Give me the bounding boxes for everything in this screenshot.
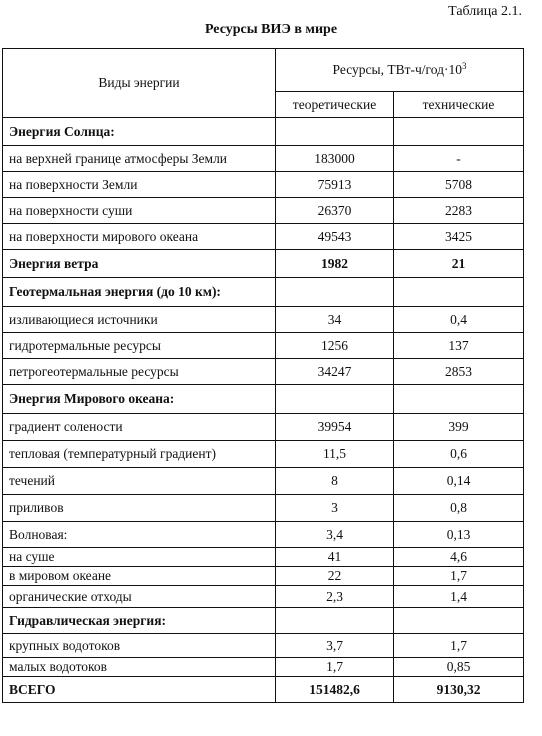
row-theoretical: 3,4 — [276, 522, 394, 548]
row-theoretical: 39954 — [276, 414, 394, 441]
row-label: Энергия Мирового океана: — [3, 385, 276, 414]
table-row — [3, 224, 524, 250]
row-technical: - — [394, 146, 524, 172]
row-label: малых водотоков — [3, 658, 276, 677]
resources-table — [2, 48, 524, 703]
row-label: Энергия ветра — [3, 250, 276, 278]
table-row — [3, 468, 524, 495]
row-theoretical: 8 — [276, 468, 394, 495]
row-label: тепловая (температурный градиент) — [3, 441, 276, 468]
table-row — [3, 307, 524, 333]
row-theoretical — [276, 385, 394, 414]
table-row — [3, 495, 524, 522]
header-energy-types: Виды энергии — [3, 49, 276, 118]
total-row — [3, 677, 524, 703]
table-row — [3, 359, 524, 385]
row-label: Гидравлическая энергия: — [3, 608, 276, 634]
row-label: течений — [3, 468, 276, 495]
row-theoretical: 183000 — [276, 146, 394, 172]
row-theoretical — [276, 118, 394, 146]
row-label: Энергия Солнца: — [3, 118, 276, 146]
row-technical: 2853 — [394, 359, 524, 385]
row-technical: 1,7 — [394, 634, 524, 658]
row-theoretical: 2,3 — [276, 586, 394, 608]
row-label: ВСЕГО — [3, 677, 276, 703]
row-label: в мировом океане — [3, 567, 276, 586]
row-label: Волновая: — [3, 522, 276, 548]
row-technical — [394, 608, 524, 634]
row-technical: 0,13 — [394, 522, 524, 548]
table-title: Ресурсы ВИЭ в мире — [204, 22, 338, 37]
row-theoretical: 26370 — [276, 198, 394, 224]
row-label: на поверхности мирового океана — [3, 224, 276, 250]
row-label: гидротермальные ресурсы — [3, 333, 276, 359]
row-theoretical: 34 — [276, 307, 394, 333]
row-theoretical: 3 — [276, 495, 394, 522]
section-row-solar — [3, 118, 524, 146]
table-row — [3, 586, 524, 608]
row-technical: 399 — [394, 414, 524, 441]
row-technical: 0,6 — [394, 441, 524, 468]
row-technical: 4,6 — [394, 548, 524, 567]
row-technical: 1,7 — [394, 567, 524, 586]
row-theoretical — [276, 608, 394, 634]
section-row-wind — [3, 250, 524, 278]
header-resources — [276, 49, 524, 92]
table-row — [3, 146, 524, 172]
table-row — [3, 172, 524, 198]
row-label: на поверхности Земли — [3, 172, 276, 198]
table-row — [3, 548, 524, 567]
table-row — [3, 658, 524, 677]
row-label: Геотермальная энергия (до 10 км): — [3, 278, 276, 307]
table-row — [3, 441, 524, 468]
table-number: Таблица 2.1. — [448, 4, 522, 19]
header-resources-label: Ресурсы, ТВт-ч/год·10 — [332, 62, 462, 77]
row-label: на поверхности суши — [3, 198, 276, 224]
row-theoretical: 11,5 — [276, 441, 394, 468]
row-theoretical: 3,7 — [276, 634, 394, 658]
row-technical: 0,8 — [394, 495, 524, 522]
header-theoretical: теоретические — [276, 92, 394, 118]
table-row — [3, 333, 524, 359]
row-technical: 1,4 — [394, 586, 524, 608]
row-theoretical: 41 — [276, 548, 394, 567]
section-row-hydro — [3, 608, 524, 634]
section-row-geothermal — [3, 278, 524, 307]
row-theoretical: 22 — [276, 567, 394, 586]
table-row — [3, 634, 524, 658]
header-row — [3, 49, 524, 92]
row-theoretical: 75913 — [276, 172, 394, 198]
row-technical: 3425 — [394, 224, 524, 250]
row-technical: 0,4 — [394, 307, 524, 333]
row-technical: 0,14 — [394, 468, 524, 495]
row-technical — [394, 385, 524, 414]
row-label: на верхней границе атмосферы Земли — [3, 146, 276, 172]
row-label: на суше — [3, 548, 276, 567]
row-technical: 137 — [394, 333, 524, 359]
row-technical: 9130,32 — [394, 677, 524, 703]
section-row-ocean — [3, 385, 524, 414]
row-theoretical: 151482,6 — [276, 677, 394, 703]
row-technical: 2283 — [394, 198, 524, 224]
table-row — [3, 522, 524, 548]
header-technical: технические — [394, 92, 524, 118]
row-theoretical — [276, 278, 394, 307]
row-theoretical: 34247 — [276, 359, 394, 385]
row-theoretical: 1256 — [276, 333, 394, 359]
row-technical: 21 — [394, 250, 524, 278]
row-technical: 0,85 — [394, 658, 524, 677]
row-label: приливов — [3, 495, 276, 522]
row-label: градиент солености — [3, 414, 276, 441]
row-technical — [394, 118, 524, 146]
header-resources-exponent: 3 — [461, 61, 467, 71]
row-technical: 5708 — [394, 172, 524, 198]
row-label: изливающиеся источники — [3, 307, 276, 333]
row-theoretical: 1982 — [276, 250, 394, 278]
row-theoretical: 49543 — [276, 224, 394, 250]
table-row — [3, 198, 524, 224]
row-label: органические отходы — [3, 586, 276, 608]
row-theoretical: 1,7 — [276, 658, 394, 677]
row-technical — [394, 278, 524, 307]
table-row — [3, 414, 524, 441]
row-label: крупных водотоков — [3, 634, 276, 658]
row-label: петрогеотермальные ресурсы — [3, 359, 276, 385]
table-row — [3, 567, 524, 586]
